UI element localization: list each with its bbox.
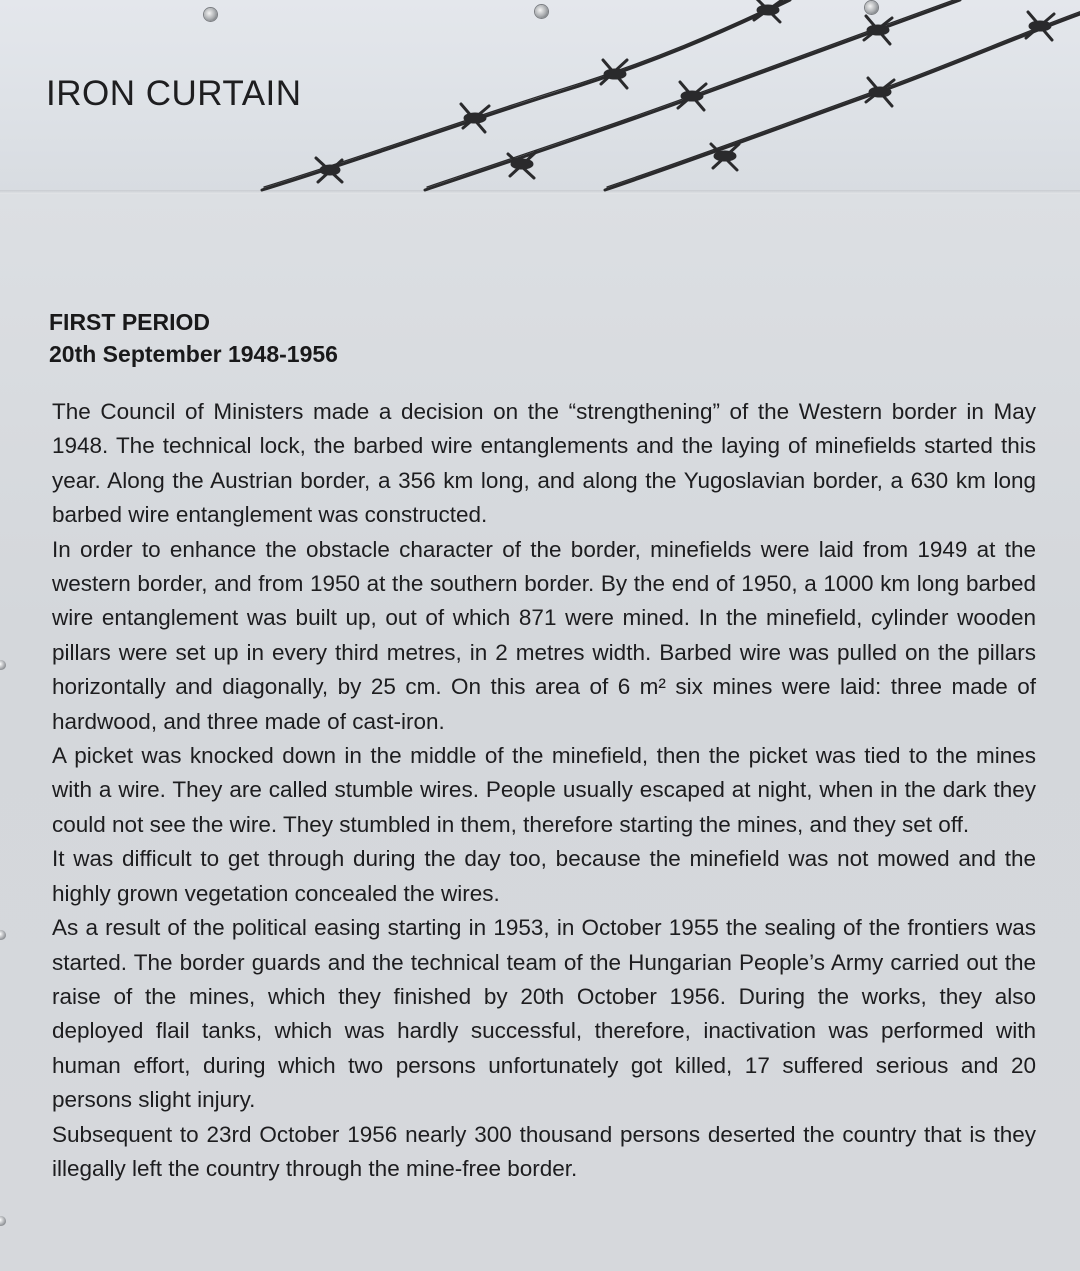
body-text <box>52 395 1036 1186</box>
paragraph: The Council of Ministers made a decision on the “strengthening” of the Western border in May 1948. The technical lock, the barbed wire entanglements and the laying of minefields started this year. Along the Austrian border, a 356 km long, and along the Yugoslavian border, a 630 km long barbed wire entanglement was constructed. <box>52 399 1036 528</box>
paragraph: It was difficult to get through during the day too, because the minefield was not mowed and the highly grown vegetation concealed the wires. <box>52 846 1036 906</box>
paragraph: In order to enhance the obstacle character of the border, minefields were laid from 1949 at the western border, and from 1950 at the southern border. By the end of 1950, a 1000 km long barbed wire entanglement was built up, out of which 871 were mined. In the minefield, cylinder wooden pillars were set up in every third metres, in 2 metres width. Barbed wire was pulled on the pillars horizontally and diagonally, by 25 cm. On this area of 6 m² six mines were laid: three made of hardwood, and three made of cast-iron. <box>52 536 1036 734</box>
paragraph: As a result of the political easing starting in 1953, in October 1955 the sealing of the frontiers was started. The border guards and the technical team of the Hungarian People’s Army carried out the raise of the mines, which they finished by 20th October 1956. During the works, they also deployed flail tanks, which was hardly successful, therefore, inactivation was performed with human effort, during which two persons unfortunately got killed, 17 suffered serious and 20 persons slight injury. <box>52 915 1036 1113</box>
period-heading: FIRST PERIOD <box>49 309 211 335</box>
period-dates: 20th September 1948-1956 <box>49 341 338 367</box>
panel-title: IRON CURTAIN <box>46 74 302 113</box>
paragraph: Subsequent to 23rd October 1956 nearly 300 thousand persons deserted the country that is they illegally left the country through the mine-free border. <box>52 1121 1036 1181</box>
paragraph: A picket was knocked down in the middle of the minefield, then the picket was tied to the mines with a wire. They are called stumble wires. People usually escaped at night, when in the dark they could not see the wire. They stumbled in them, therefore starting the mines, and they set off. <box>52 743 1036 837</box>
